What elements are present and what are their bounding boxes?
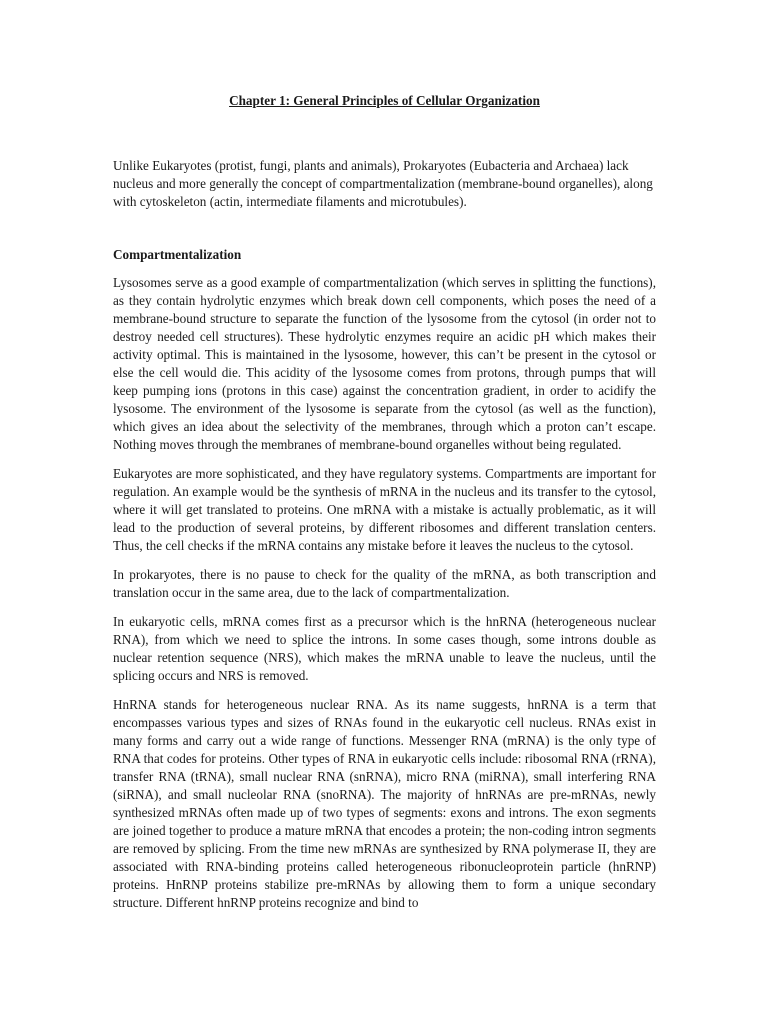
paragraph-hnrna: HnRNA stands for heterogeneous nuclear RNA. As its name suggests, hnRNA is a term that encompasses various types and sizes of RNAs found in the eukaryotic cell nucleus. RNAs exist in many forms and carry out a wide range of functions. Messenger RNA (mRNA) is the only type of RNA that codes for proteins. Other types of RNA in eukaryotic cells include: ribosomal RNA (rRNA), transfer RNA (tRNA), small nuclear RNA (snRNA), micro RNA (miRNA), small interfering RNA (siRNA), and small nucleolar RNA (snoRNA). The majority of hnRNAs are pre-mRNAs, newly synthesized mRNAs often made up of two types of segments: exons and introns. The exon segments are joined together to produce a mature mRNA that encodes a protein; the non-coding intron segments are removed by splicing. From the time new mRNAs are synthesized by RNA polymerase II, they are associated with RNA-binding proteins called heterogeneous ribonucleoprotein particle (hnRNP) proteins. HnRNP proteins stabilize pre-mRNAs by allowing them to form a unique secondary structure. Different hnRNP proteins recognize and bind to	[113, 697, 656, 910]
paragraph-lysosomes: Lysosomes serve as a good example of compartmentalization (which serves in splitting the functions), as they contain hydrolytic enzymes which break down cell components, which poses the need of a membrane-bound structure to separate the function of the lysosome from the cytosol (in order not to destroy needed cell structures). These hydrolytic enzymes require an acidic pH which makes their activity optimal. This is maintained in the lysosome, however, this can’t be present in the cytosol or else the cell would die. This acidity of the lysosome comes from protons, through pumps that will keep pumping ions (protons in this case) against the concentration gradient, in order to acidify the lysosome. The environment of the lysosome is separate from the cytosol (as well as the function), which gives an idea about the selectivity of the membranes, through which a proton can’t escape. Nothing moves through the membranes of membrane-bound organelles without being regulated.	[113, 275, 656, 452]
paragraph-eukaryotes: Eukaryotes are more sophisticated, and they have regulatory systems. Compartments are important for regulation. An example would be the synthesis of mRNA in the nucleus and its transfer to the cytosol, where it will get translated to proteins. One mRNA with a mistake is actually problematic, as it will lead to the production of several proteins, by different ribosomes and different translation centers. Thus, the cell checks if the mRNA contains any mistake before it leaves the nucleus to the cytosol.	[113, 466, 656, 553]
chapter-title: Chapter 1: General Principles of Cellular Organization	[229, 93, 540, 108]
intro-paragraph: Unlike Eukaryotes (protist, fungi, plants and animals), Prokaryotes (Eubacteria and Archaea) lack nucleus and more generally the concept of compartmentalization (membrane-bound organelles), along with cytoskeleton (actin, intermediate filaments and microtubules).	[113, 158, 653, 209]
section-heading: Compartmentalization	[113, 247, 242, 262]
page-content	[113, 92, 656, 912]
paragraph-prokaryotes: In prokaryotes, there is no pause to check for the quality of the mRNA, as both transcription and translation occur in the same area, due to the lack of compartmentalization.	[113, 567, 656, 600]
paragraph-eukaryotic-mrna: In eukaryotic cells, mRNA comes first as a precursor which is the hnRNA (heterogeneous nuclear RNA), from which we need to splice the introns. In some cases though, some introns double as nuclear retention sequence (NRS), which makes the mRNA unable to leave the nucleus, until the splicing occurs and NRS is removed.	[113, 614, 656, 683]
